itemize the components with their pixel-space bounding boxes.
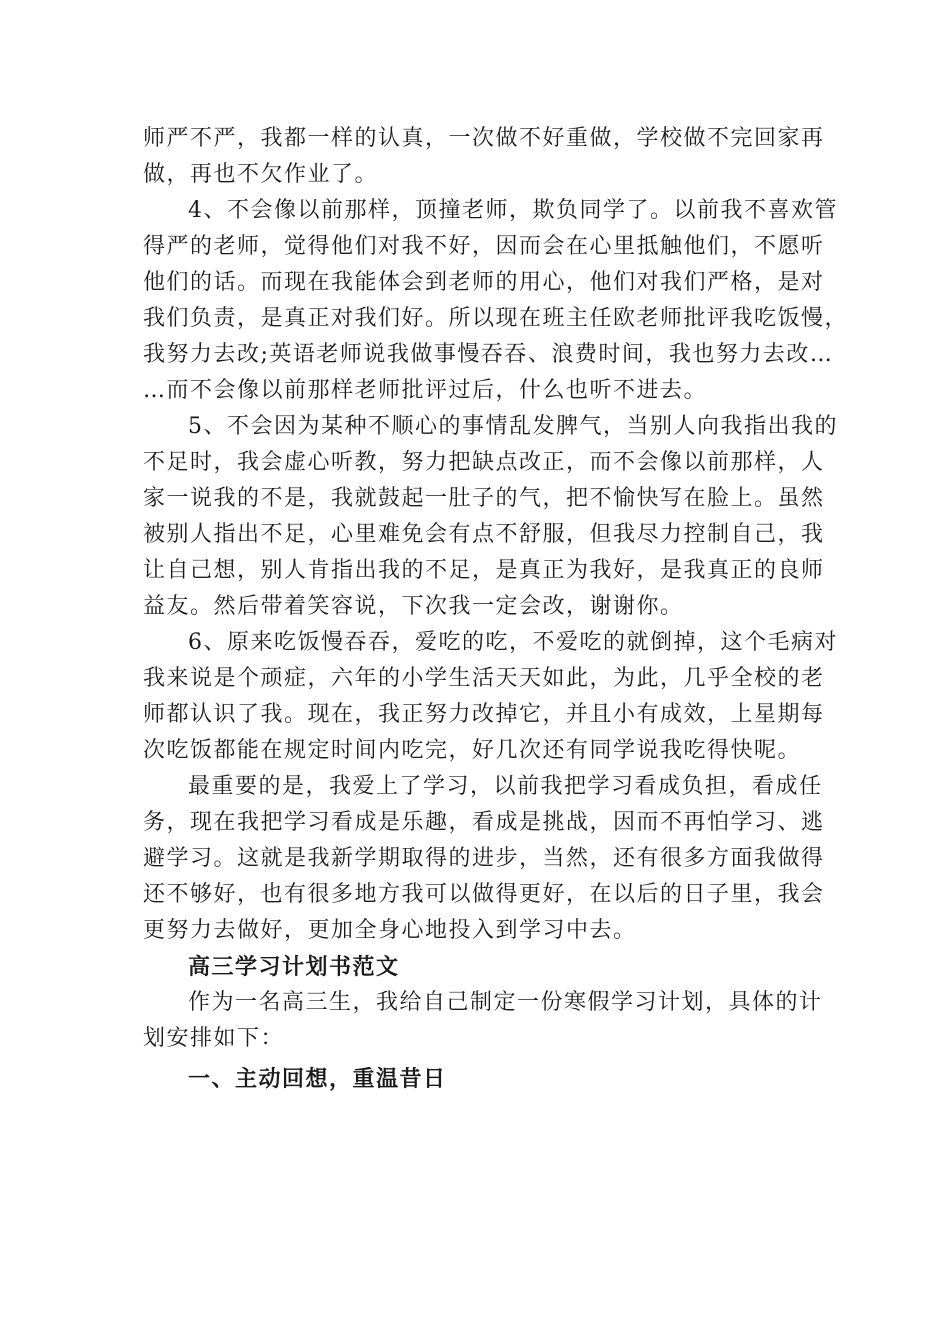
paragraph-5-line: 5、不会因为某种不顺心的事情乱发脾气，当别人向我指出我的 bbox=[188, 414, 838, 439]
document-body bbox=[143, 121, 849, 1100]
body-line: 还不够好，也有很多地方我可以做得更好，在以后的日子里，我会 bbox=[143, 882, 825, 907]
body-line: 务，现在我把学习看成是乐趣，看成是挑战，因而不再怕学习、逃 bbox=[143, 810, 825, 835]
body-line: 师严不严，我都一样的认真，一次做不好重做，学校做不完回家再 bbox=[143, 126, 825, 151]
body-line: 得严的老师，觉得他们对我不好，因而会在心里抵触他们，不愿听 bbox=[143, 234, 825, 259]
body-line: …而不会像以前那样老师批评过后，什么也听不进去。 bbox=[143, 378, 708, 403]
body-line: 避学习。这就是我新学期取得的进步，当然，还有很多方面我做得 bbox=[143, 846, 825, 871]
intro-line: 作为一名高三生，我给自己制定一份寒假学习计划，具体的计 bbox=[188, 990, 823, 1015]
body-line: 不足时，我会虚心听教，努力把缺点改正，而不会像以前那样，人 bbox=[143, 450, 825, 475]
body-line: 我努力去改;英语老师说我做事慢吞吞、浪费时间，我也努力去改… bbox=[143, 342, 834, 367]
paragraph-4-line: 4、不会像以前那样，顶撞老师，欺负同学了。以前我不喜欢管 bbox=[188, 198, 838, 223]
body-line: 我们负责，是真正对我们好。所以现在班主任欧老师批评我吃饭慢， bbox=[143, 306, 849, 331]
body-line: 让自己想，别人肯指出我的不足，是真正为我好，是我真正的良师 bbox=[143, 558, 825, 583]
intro-line: 划安排如下： bbox=[143, 1026, 285, 1051]
body-line: 师都认识了我。现在，我正努力改掉它，并且小有成效，上星期每 bbox=[143, 702, 825, 727]
section-heading: 一、主动回想，重温昔日 bbox=[188, 1066, 447, 1092]
body-line: 做，再也不欠作业了。 bbox=[143, 162, 379, 187]
paragraph-6-line: 6、原来吃饭慢吞吞，爱吃的吃，不爱吃的就倒掉，这个毛病对 bbox=[188, 630, 838, 655]
paragraph-summary-line: 最重要的是，我爱上了学习，以前我把学习看成负担，看成任 bbox=[188, 774, 823, 799]
body-line: 更努力去做好，更加全身心地投入到学习中去。 bbox=[143, 918, 637, 943]
body-line: 家一说我的不是，我就鼓起一肚子的气，把不愉快写在脸上。虽然 bbox=[143, 486, 825, 511]
body-line: 他们的话。而现在我能体会到老师的用心，他们对我们严格，是对 bbox=[143, 270, 825, 295]
body-line: 益友。然后带着笑容说，下次我一定会改，谢谢你。 bbox=[143, 594, 684, 619]
body-line: 次吃饭都能在规定时间内吃完，好几次还有同学说我吃得快呢。 bbox=[143, 738, 802, 763]
article-title: 高三学习计划书范文 bbox=[188, 954, 400, 980]
body-line: 被别人指出不足，心里难免会有点不舒服，但我尽力控制自己，我 bbox=[143, 522, 825, 547]
body-line: 我来说是个顽症，六年的小学生活天天如此，为此，几乎全校的老 bbox=[143, 666, 825, 691]
